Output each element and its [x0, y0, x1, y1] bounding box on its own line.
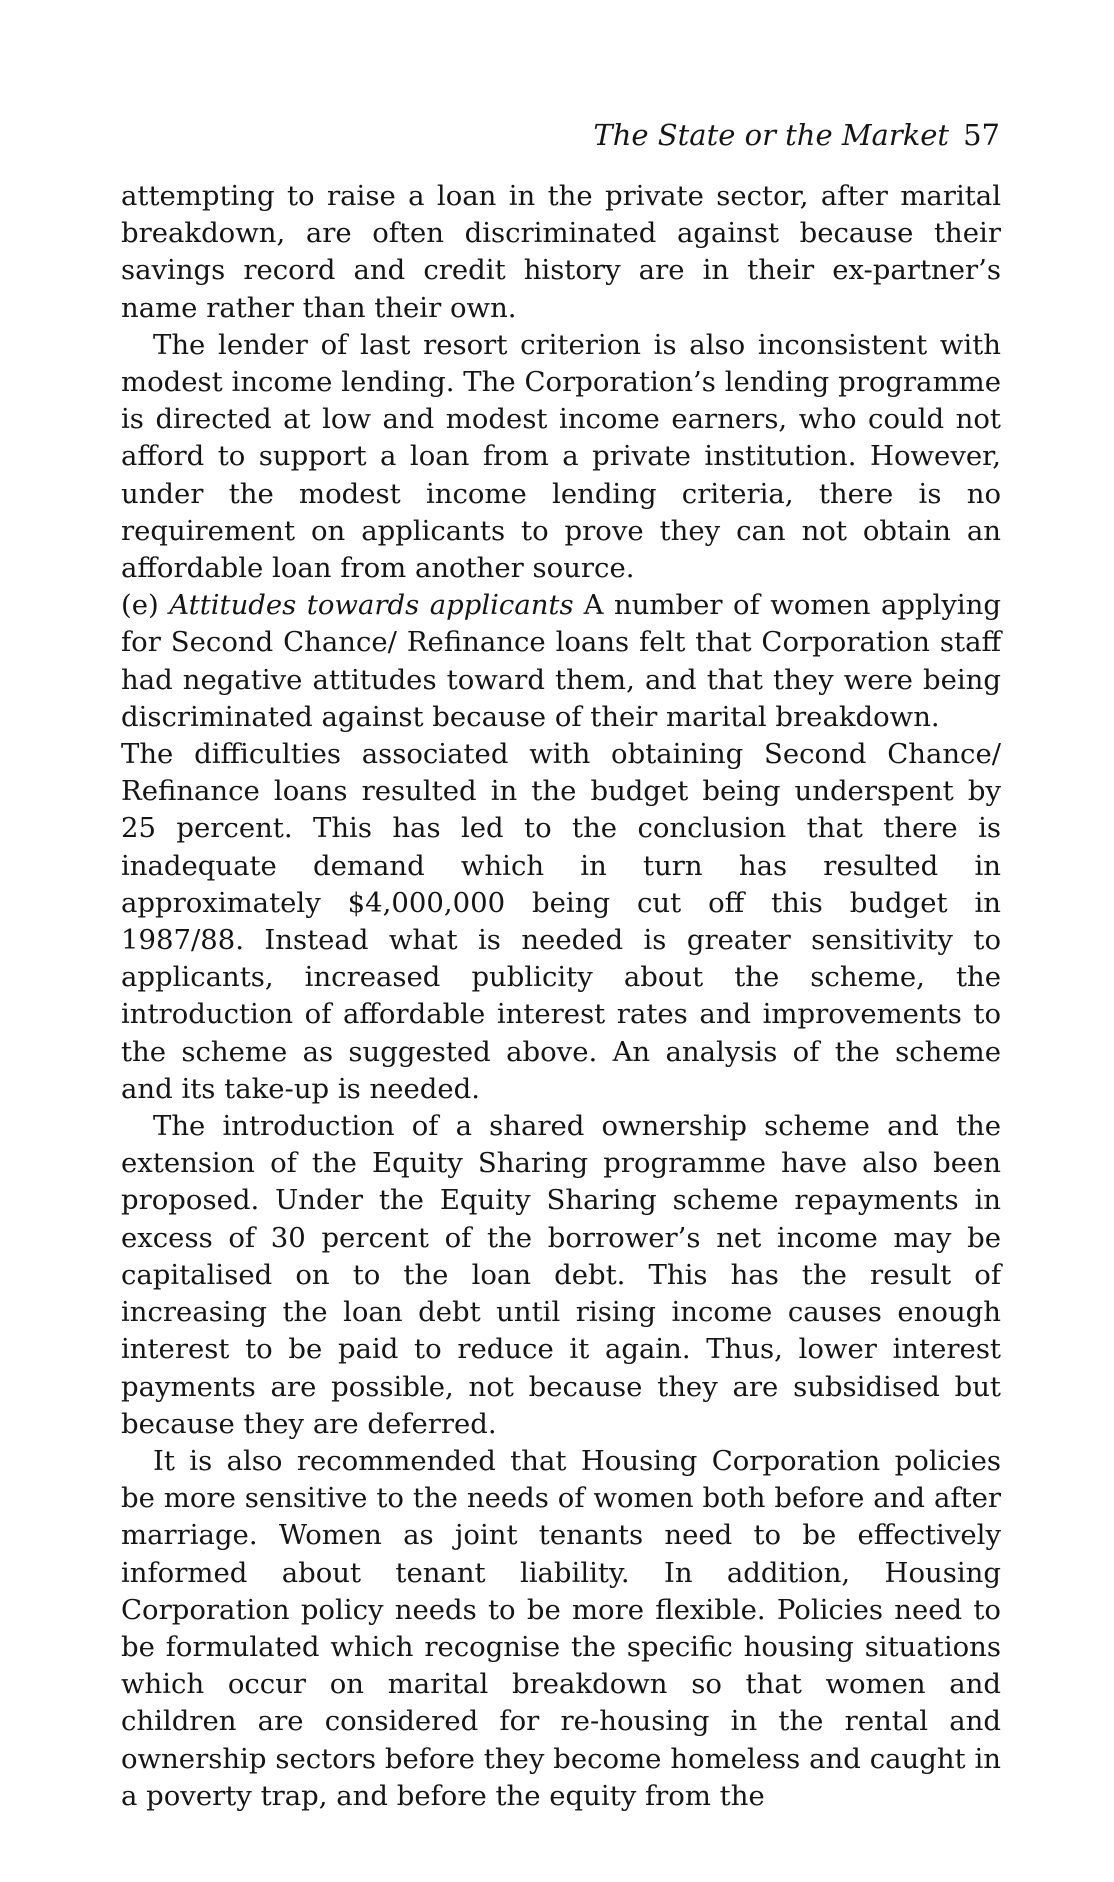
section-text: A number of women applying for Second Chance/ Refinance loans felt that Corporation staff had negative attitudes toward them, and that they were being discriminated against because of their marital breakdown.: [121, 589, 1002, 733]
body-text: [121, 178, 1001, 1815]
paragraph-difficulties: The difficulties associated with obtaining Second Chance/ Refinance loans resulted in the budget being underspent by 25 percent. This has led to the conclusion that there is inadequate demand which in turn has resulted in approximately $4,000,000 being cut off this budget in 1987/88. Instead what is needed is greater sensitivity to applicants, increased publicity about the scheme, the introduction of affordable interest rates and improvements to the scheme as suggested above. An analysis of the scheme and its take-up is needed.: [121, 738, 1001, 1105]
running-head-title: The State or the Market: [593, 118, 950, 152]
section-label: (e): [121, 589, 159, 622]
paragraph-attitudes-towards-applicants: [121, 587, 1001, 736]
page-number: 57: [963, 118, 1000, 152]
paragraph-continuation: attempting to raise a loan in the private sector, after marital breakdown, are often discriminated against because their savings record and credit history are in their ex-partner’s name rather than their own.: [121, 180, 1001, 324]
section-heading: Attitudes towards applicants: [169, 589, 574, 622]
paragraph-lender-of-last-resort: The lender of last resort criterion is also inconsistent with modest income lending. The Corporation’s lending programme is directed at low and modest income earners, who could not afford to support a loan from a private institution. However, under the modest income lending criteria, there is no requirement on applicants to prove they can not obtain an affordable loan from another source.: [121, 328, 1001, 585]
paragraph-recommendations: It is also recommended that Housing Corporation policies be more sensitive to the needs of women both before and after marriage. Women as joint tenants need to be effectively informed about tenant liability. In addition, Housing Corporation policy needs to be more flexible. Policies need to be formulated which recognise the specific housing situations which occur on marital breakdown so that women and children are considered for re-housing in the rental and ownership sectors before they become homeless and caught in a poverty trap, and before the equity from the: [121, 1444, 1001, 1812]
running-head: [593, 118, 1000, 152]
paragraph-shared-ownership: The introduction of a shared ownership scheme and the extension of the Equity Sharing programme have also been proposed. Under the Equity Sharing scheme repayments in excess of 30 percent of the borrower’s net income may be capitalised on to the loan debt. This has the result of increasing the loan debt until rising income causes enough interest to be paid to reduce it again. Thus, lower interest payments are possible, not because they are subsidised but because they are deferred.: [121, 1110, 1001, 1440]
